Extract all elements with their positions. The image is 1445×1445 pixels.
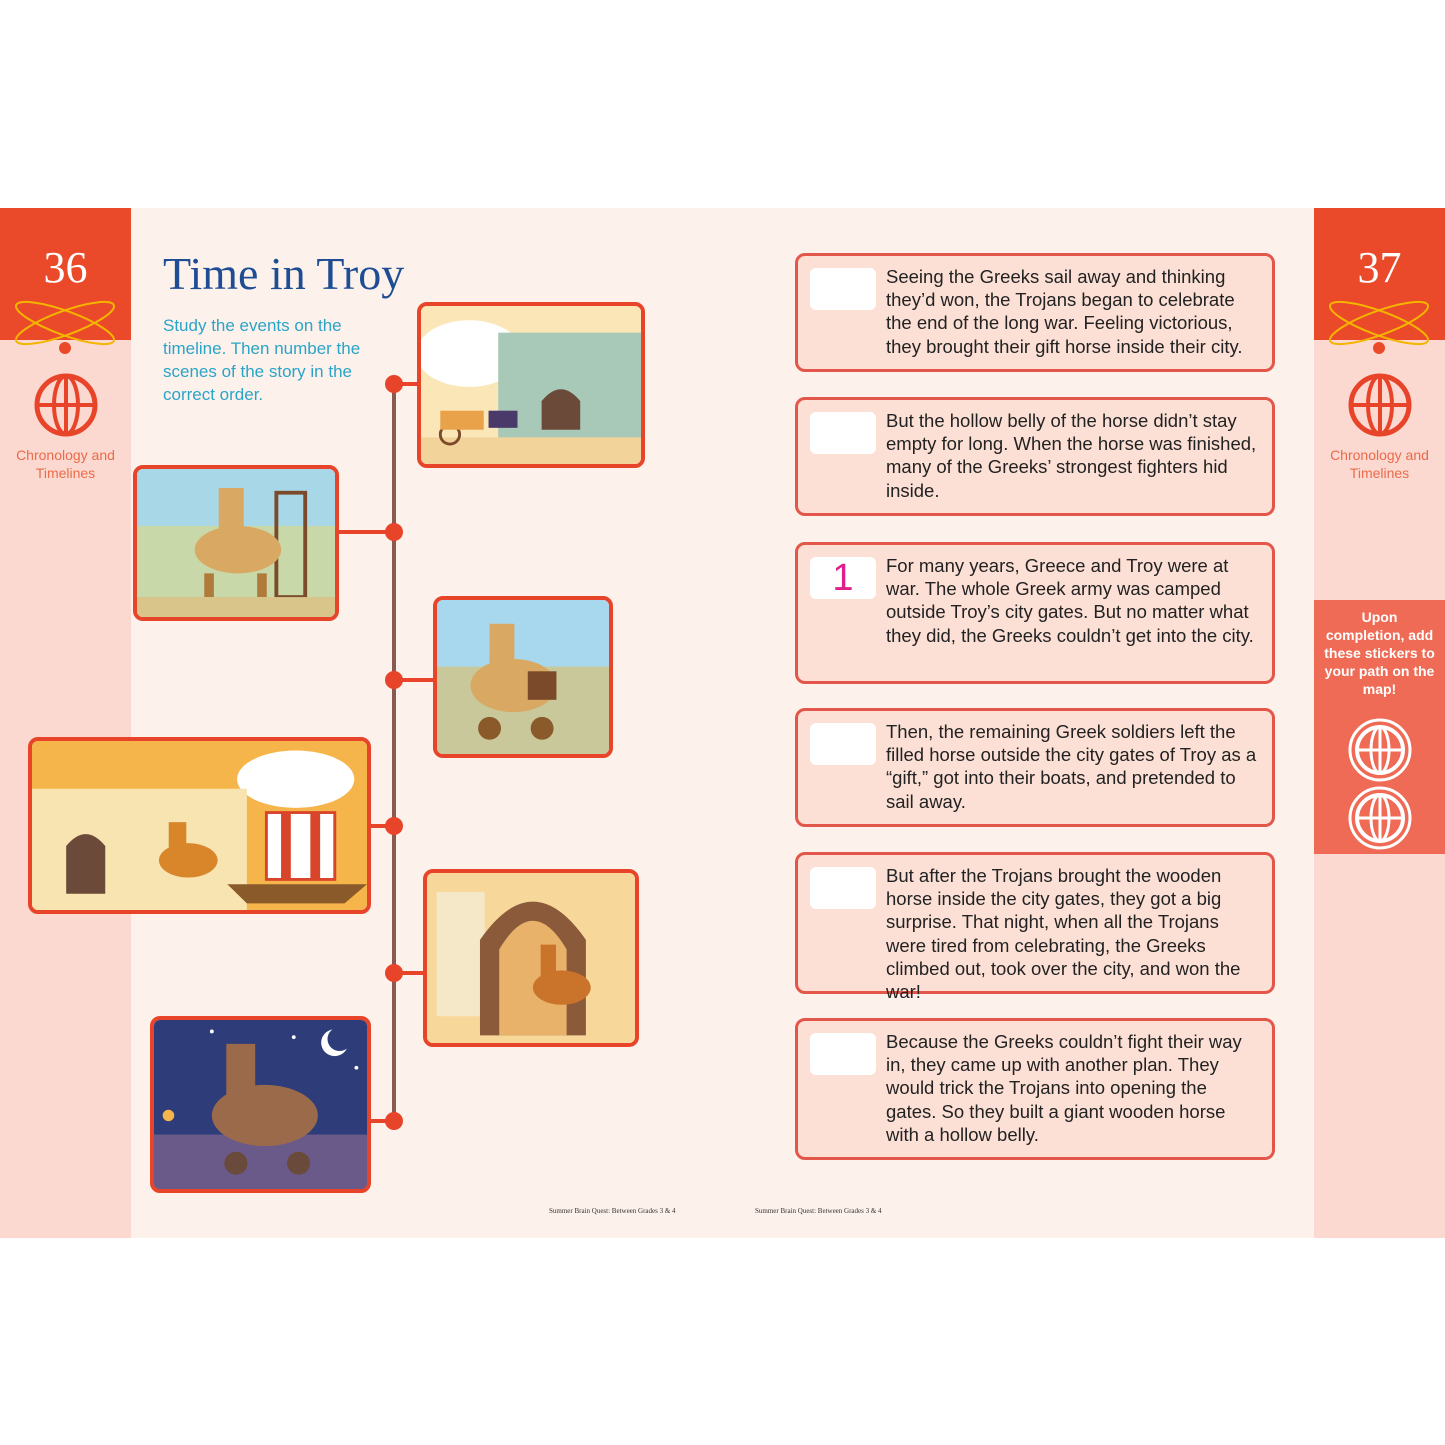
category-label: Chronology and Timelines <box>1330 447 1429 481</box>
timeline-line <box>392 384 396 1124</box>
answer-box[interactable] <box>810 723 876 765</box>
card-text: Seeing the Greeks sail away and thinking they’d won, the Trojans began to celebrate the end of the long war. Feeling victorious, they brought their gift horse inside their city. <box>886 266 1243 357</box>
timeline-dot <box>385 964 403 982</box>
sticker-panel <box>1314 600 1445 854</box>
card-text: Because the Greeks couldn’t fight their way in, they came up with another plan. They would trick the Trojans into opening the gates. So they built a giant wooden horse with a hollow belly. <box>886 1031 1242 1145</box>
scene-chariot-at-walls <box>417 302 645 468</box>
story-card <box>795 542 1275 684</box>
page-footer: Summer Brain Quest: Between Grades 3 & 4 <box>549 1207 676 1215</box>
story-card <box>795 397 1275 516</box>
timeline-dot <box>385 375 403 393</box>
activity-title: Time in Troy <box>163 248 405 299</box>
story-card <box>795 1018 1275 1160</box>
story-card <box>795 708 1275 827</box>
sticker-instructions: Upon completion, add these stickers to your path on the map! <box>1324 609 1435 697</box>
globe-sticker-icon[interactable] <box>1348 786 1412 850</box>
globe-sticker-icon[interactable] <box>1348 718 1412 782</box>
scene-fighters-inside <box>433 596 613 758</box>
card-text: Then, the remaining Greek soldiers left the filled horse outside the city gates of Troy as a “gift,” got into their boats, and pretended to sail away. <box>886 721 1257 812</box>
activity-instructions: Study the events on the timeline. Then number the scenes of the story in the correct order. <box>163 316 361 404</box>
scene-night-attack <box>150 1016 371 1193</box>
answer-box[interactable] <box>810 412 876 454</box>
story-card <box>795 852 1275 1003</box>
answer-box[interactable] <box>810 1033 876 1075</box>
answer-box[interactable] <box>810 867 876 909</box>
story-card <box>795 253 1275 372</box>
card-text: But the hollow belly of the horse didn’t stay empty for long. When the horse was finished, many of the Greeks’ strongest fighters hid inside. <box>886 410 1257 501</box>
page-number: 36 <box>43 243 88 292</box>
scene-gift-horse-ships <box>28 737 371 914</box>
left-page-sidebar <box>0 208 131 1238</box>
globe-icon <box>1348 373 1412 437</box>
globe-icon <box>34 373 98 437</box>
scene-building-horse <box>133 465 339 621</box>
card-text: But after the Trojans brought the wooden horse inside the city gates, they got a big surprise. That night, when all the Trojans were tired from celebrating, the Greeks climbed out, took over the city, and won the war! <box>886 865 1241 1003</box>
orbit-icon <box>1324 288 1435 358</box>
answer-box[interactable]: 1 <box>810 557 876 599</box>
answer-box[interactable] <box>810 268 876 310</box>
page-number: 37 <box>1357 243 1402 292</box>
category-label: Chronology and Timelines <box>16 447 115 481</box>
timeline-dot <box>385 523 403 541</box>
orbit-icon <box>10 288 121 358</box>
right-page-sidebar <box>1314 208 1445 1238</box>
page-footer: Summer Brain Quest: Between Grades 3 & 4 <box>755 1207 882 1215</box>
scene-horse-inside-gates <box>423 869 639 1047</box>
timeline-dot <box>385 671 403 689</box>
timeline-dot <box>385 817 403 835</box>
timeline-dot <box>385 1112 403 1130</box>
card-text: For many years, Greece and Troy were at war. The whole Greek army was camped outside Troy’s city gates. But no matter what they did, the Greeks couldn’t get into the city. <box>886 555 1254 646</box>
